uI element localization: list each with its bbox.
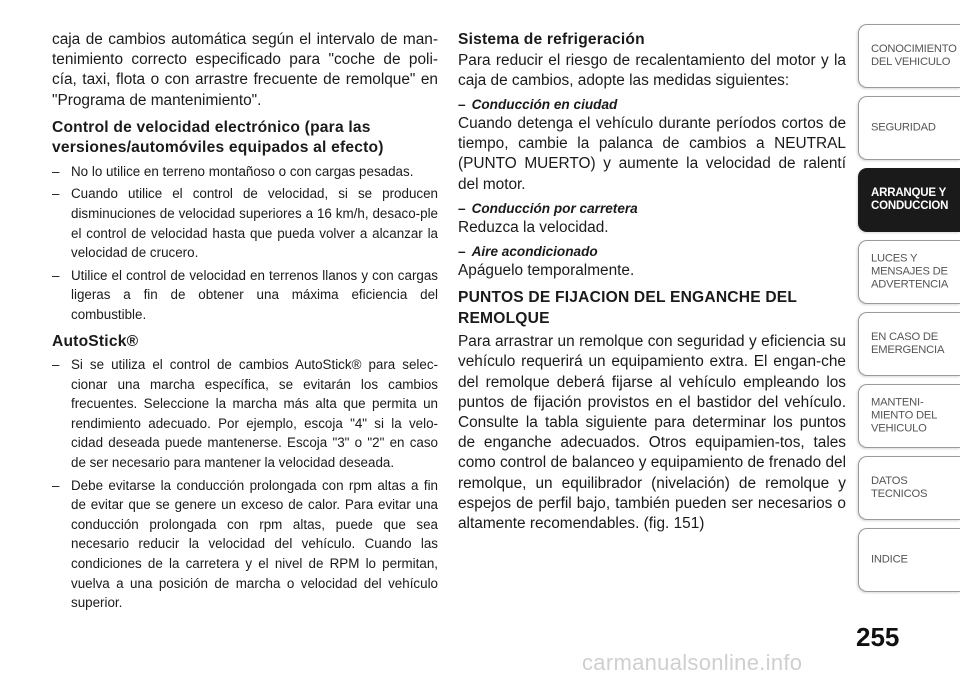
list-item	[52, 476, 438, 613]
tab-conocimiento-del-vehiculo[interactable]	[858, 24, 960, 88]
tab-arranque-y-conduccion[interactable]	[858, 168, 960, 232]
tab-datos-tecnicos[interactable]	[858, 456, 960, 520]
air-conditioning-text: Apáguelo temporalmente.	[458, 261, 635, 279]
dash-bullet: –	[52, 477, 60, 493]
dash-bullet: –	[458, 200, 466, 216]
list-item	[52, 355, 438, 473]
dash-bullet: –	[458, 243, 466, 259]
trailer-hitch-heading: PUNTOS DE FIJACION DEL ENGANCHE DEL REMOLQUE	[458, 289, 797, 327]
list-item	[52, 162, 438, 182]
watermark: carmanualsonline.info	[582, 650, 803, 675]
list-item	[52, 266, 438, 325]
list-item-text: No lo utilice en terreno montañoso o con cargas pesadas.	[71, 163, 414, 179]
list-item-text: Utilice el control de velocidad en terrenos llanos y con cargas ligeras a fin de obtener una máxima eficiencia del combustible.	[71, 267, 438, 322]
cooling-intro: Para reducir el riesgo de recalentamiento del motor y la caja de cambios, adopte las medidas siguientes:	[458, 51, 846, 89]
list-item	[52, 184, 438, 262]
chapter-tabs	[858, 24, 960, 600]
page-number: 255	[856, 622, 900, 652]
trailer-hitch-text: Para arrastrar un remolque con seguridad y eficiencia su vehículo requerirá un equipamiento extra. El engan-che del remolque deberá fijarse al vehículo empleando los puntos de fijación provistos en el bastidor del vehículo. Consulte la tabla siguiente para determinar los puntos de enganche adecuados. Otros equipamien-tos, tales como control de balanceo y equipamiento de frenado del remolque, un equilibrador (nivelación) de remolque y espejos de perfil bajo, también pueden ser necesarios o altamente recomendables. (fig. 151)	[458, 333, 846, 532]
tab-label: INDICE	[871, 553, 908, 566]
subheading-text: Aire acondicionado	[471, 243, 598, 259]
tab-label: ARRANQUE Y CONDUCCION	[871, 187, 949, 212]
tab-en-caso-de-emergencia[interactable]	[858, 312, 960, 376]
list-item-text: Debe evitarse la conducción prolongada con rpm altas a fin de evitar que se genere un exceso de calor. Para evitar una conducción prolongada con rpm altas, puede que sea necesario reducir la velocidad del vehículo. Cuando las condiciones de la carretera y el nivel de RPM lo permitan, vuelva a una posición de marcha o velocidad del vehículo superior.	[71, 477, 438, 611]
tab-label: LUCES Y MENSAJES DE ADVERTENCIA	[871, 252, 949, 291]
tab-label: CONOCIMIENTO DEL VEHICULO	[871, 43, 957, 68]
cooling-heading: Sistema de refrigeración	[458, 31, 645, 48]
city-driving-text: Cuando detenga el vehículo durante períodos cortos de tiempo, cambie la palanca de cambios a NEUTRAL (PUNTO MUERTO) y aumente la velocidad de ralentí del motor.	[458, 114, 846, 193]
dash-bullet: –	[52, 186, 60, 202]
tab-label: DATOS TECNICOS	[871, 475, 928, 500]
cruise-control-heading: Control de velocidad electrónico (para las versiones/automóviles equipados al efecto)	[52, 118, 384, 157]
highway-driving-subheading	[458, 200, 846, 218]
list-item-text: Si se utiliza el control de cambios AutoStick® para selec-cionar una marcha específica, se evitarán los cambios frecuentes. Seleccione la marcha más alta que permita un rendimiento adecuado. Por ejemplo, escoja "4" si la velo-cidad deseada puede mantenerse. Escoja "3" o "2" en caso de ser necesario para mantener la velocidad deseada.	[71, 357, 438, 471]
tab-mantenimiento[interactable]	[858, 384, 960, 448]
autostick-heading: AutoStick®	[52, 332, 139, 350]
dash-bullet: –	[52, 357, 60, 373]
subheading-text: Conducción por carretera	[471, 200, 638, 216]
left-column	[52, 30, 438, 616]
tab-luces-y-mensajes[interactable]	[858, 240, 960, 304]
cruise-control-list	[52, 162, 438, 325]
city-driving-subheading	[458, 96, 846, 114]
subheading-text: Conducción en ciudad	[471, 96, 618, 112]
left-intro-paragraph: caja de cambios automática según el intervalo de man-tenimiento correcto especificado para "coche de poli-cía, taxi, flota o con arrastre frecuente de remolque" en "Programa de mantenimiento".	[52, 31, 438, 109]
tab-label: MANTENI- MIENTO DEL VEHICULO	[871, 396, 938, 435]
tab-indice[interactable]	[858, 528, 960, 592]
dash-bullet: –	[458, 96, 466, 112]
tab-seguridad[interactable]	[858, 96, 960, 160]
list-item-text: Cuando utilice el control de velocidad, si se producen disminuciones de velocidad superiores a 16 km/h, desaco-ple el control de velocidad hasta que pueda volver a alcanzar la velocidad de crucero.	[71, 186, 438, 261]
air-conditioning-subheading	[458, 243, 846, 261]
tab-label: EN CASO DE EMERGENCIA	[871, 331, 945, 356]
tab-label: SEGURIDAD	[871, 121, 936, 134]
autostick-list	[52, 355, 438, 613]
dash-bullet: –	[52, 163, 60, 179]
dash-bullet: –	[52, 267, 60, 283]
right-column	[458, 30, 846, 534]
highway-driving-text: Reduzca la velocidad.	[458, 218, 609, 236]
